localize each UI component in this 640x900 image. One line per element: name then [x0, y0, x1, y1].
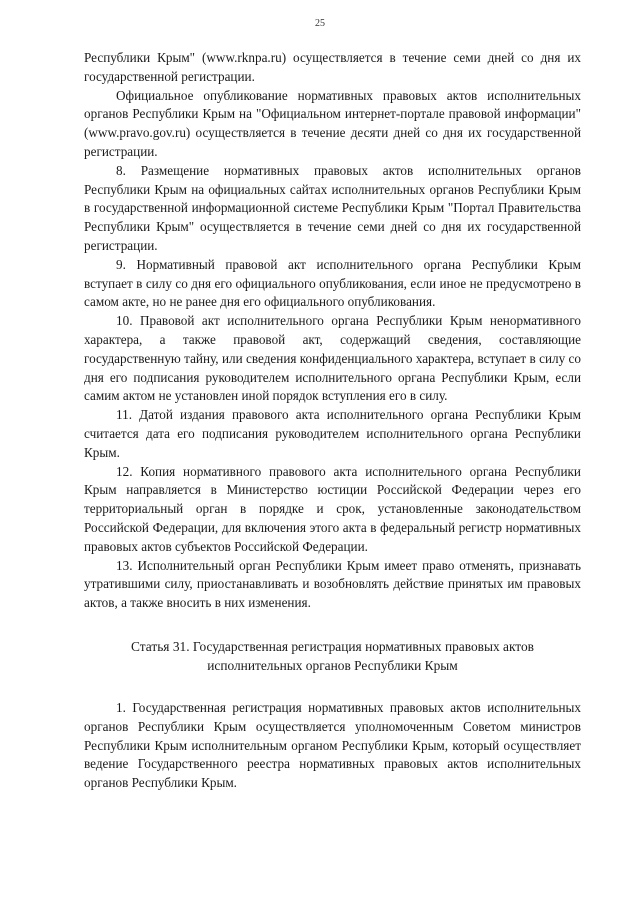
paragraph-item-11: 11. Датой издания правового акта исполнительного органа Республики Крым считается дата его подписания руководителем исполнительного органа Республики Крым. — [84, 407, 581, 460]
document-body — [84, 49, 581, 793]
paragraph-official-publication: Официальное опубликование нормативных правовых актов исполнительных органов Республики Крым на "Официальном интернет-портале правовой информации" (www.pravo.gov.ru) осуществляется в течение десяти дней со дня их государственной регистрации. — [84, 87, 581, 159]
article-title-line-2: исполнительных органов Республики Крым — [207, 657, 458, 673]
article-title-line-1: Статья 31. Государственная регистрация нормативных правовых актов — [130, 638, 535, 654]
paragraph-item-10: 10. Правовой акт исполнительного органа Республики Крым ненормативного характера, а также правовой акт, содержащий сведения, составляющие государственную тайну, или сведения конфиденциального характера, вступает в силу со дня его подписания руководителем исполнительного органа Республики Крым, если самим актом не установлен иной порядок вступления его в силу. — [84, 313, 581, 404]
article-heading — [84, 637, 581, 675]
article-31-paragraph-1: 1. Государственная регистрация нормативных правовых актов исполнительных органов Республики Крым осуществляется уполномоченным Советом министров Республики Крым исполнительным органом Республики Крым, который осуществляет ведение Государственного реестра нормативных правовых актов исполнительных органов Республики Крым. — [84, 699, 581, 791]
paragraph-item-12: 12. Копия нормативного правового акта исполнительного органа Республики Крым направляется в Министерство юстиции Российской Федерации через его территориальный орган в порядке и срок, установленные законодательством Российской Федерации, для включения этого акта в федеральный регистр нормативных правовых актов субъектов Российской Федерации. — [84, 463, 581, 554]
page-number: 25 — [315, 18, 325, 29]
paragraph-item-13: 13. Исполнительный орган Республики Крым имеет право отменять, признавать утратившими силу, приостанавливать и возобновлять действие принятых им правовых актов, а также вносить в них изменения. — [84, 557, 581, 611]
paragraph-continuation: Республики Крым" (www.rknpa.ru) осуществляется в течение семи дней со дня их государственной регистрации. — [84, 50, 581, 84]
paragraph-item-9: 9. Нормативный правовой акт исполнительного органа Республики Крым вступает в силу со дня его официального опубликования, если иное не предусмотрено в самом акте, но не ранее дня его официального опубликования. — [84, 256, 581, 310]
paragraph-item-8: 8. Размещение нормативных правовых актов исполнительных органов Республики Крым на официальных сайтах исполнительных органов Республики Крым в государственной информационной системе Республики Крым "Портал Правительства Республики Крым" осуществляется в течение семи дней со дня их государственной регистрации. — [84, 162, 581, 253]
